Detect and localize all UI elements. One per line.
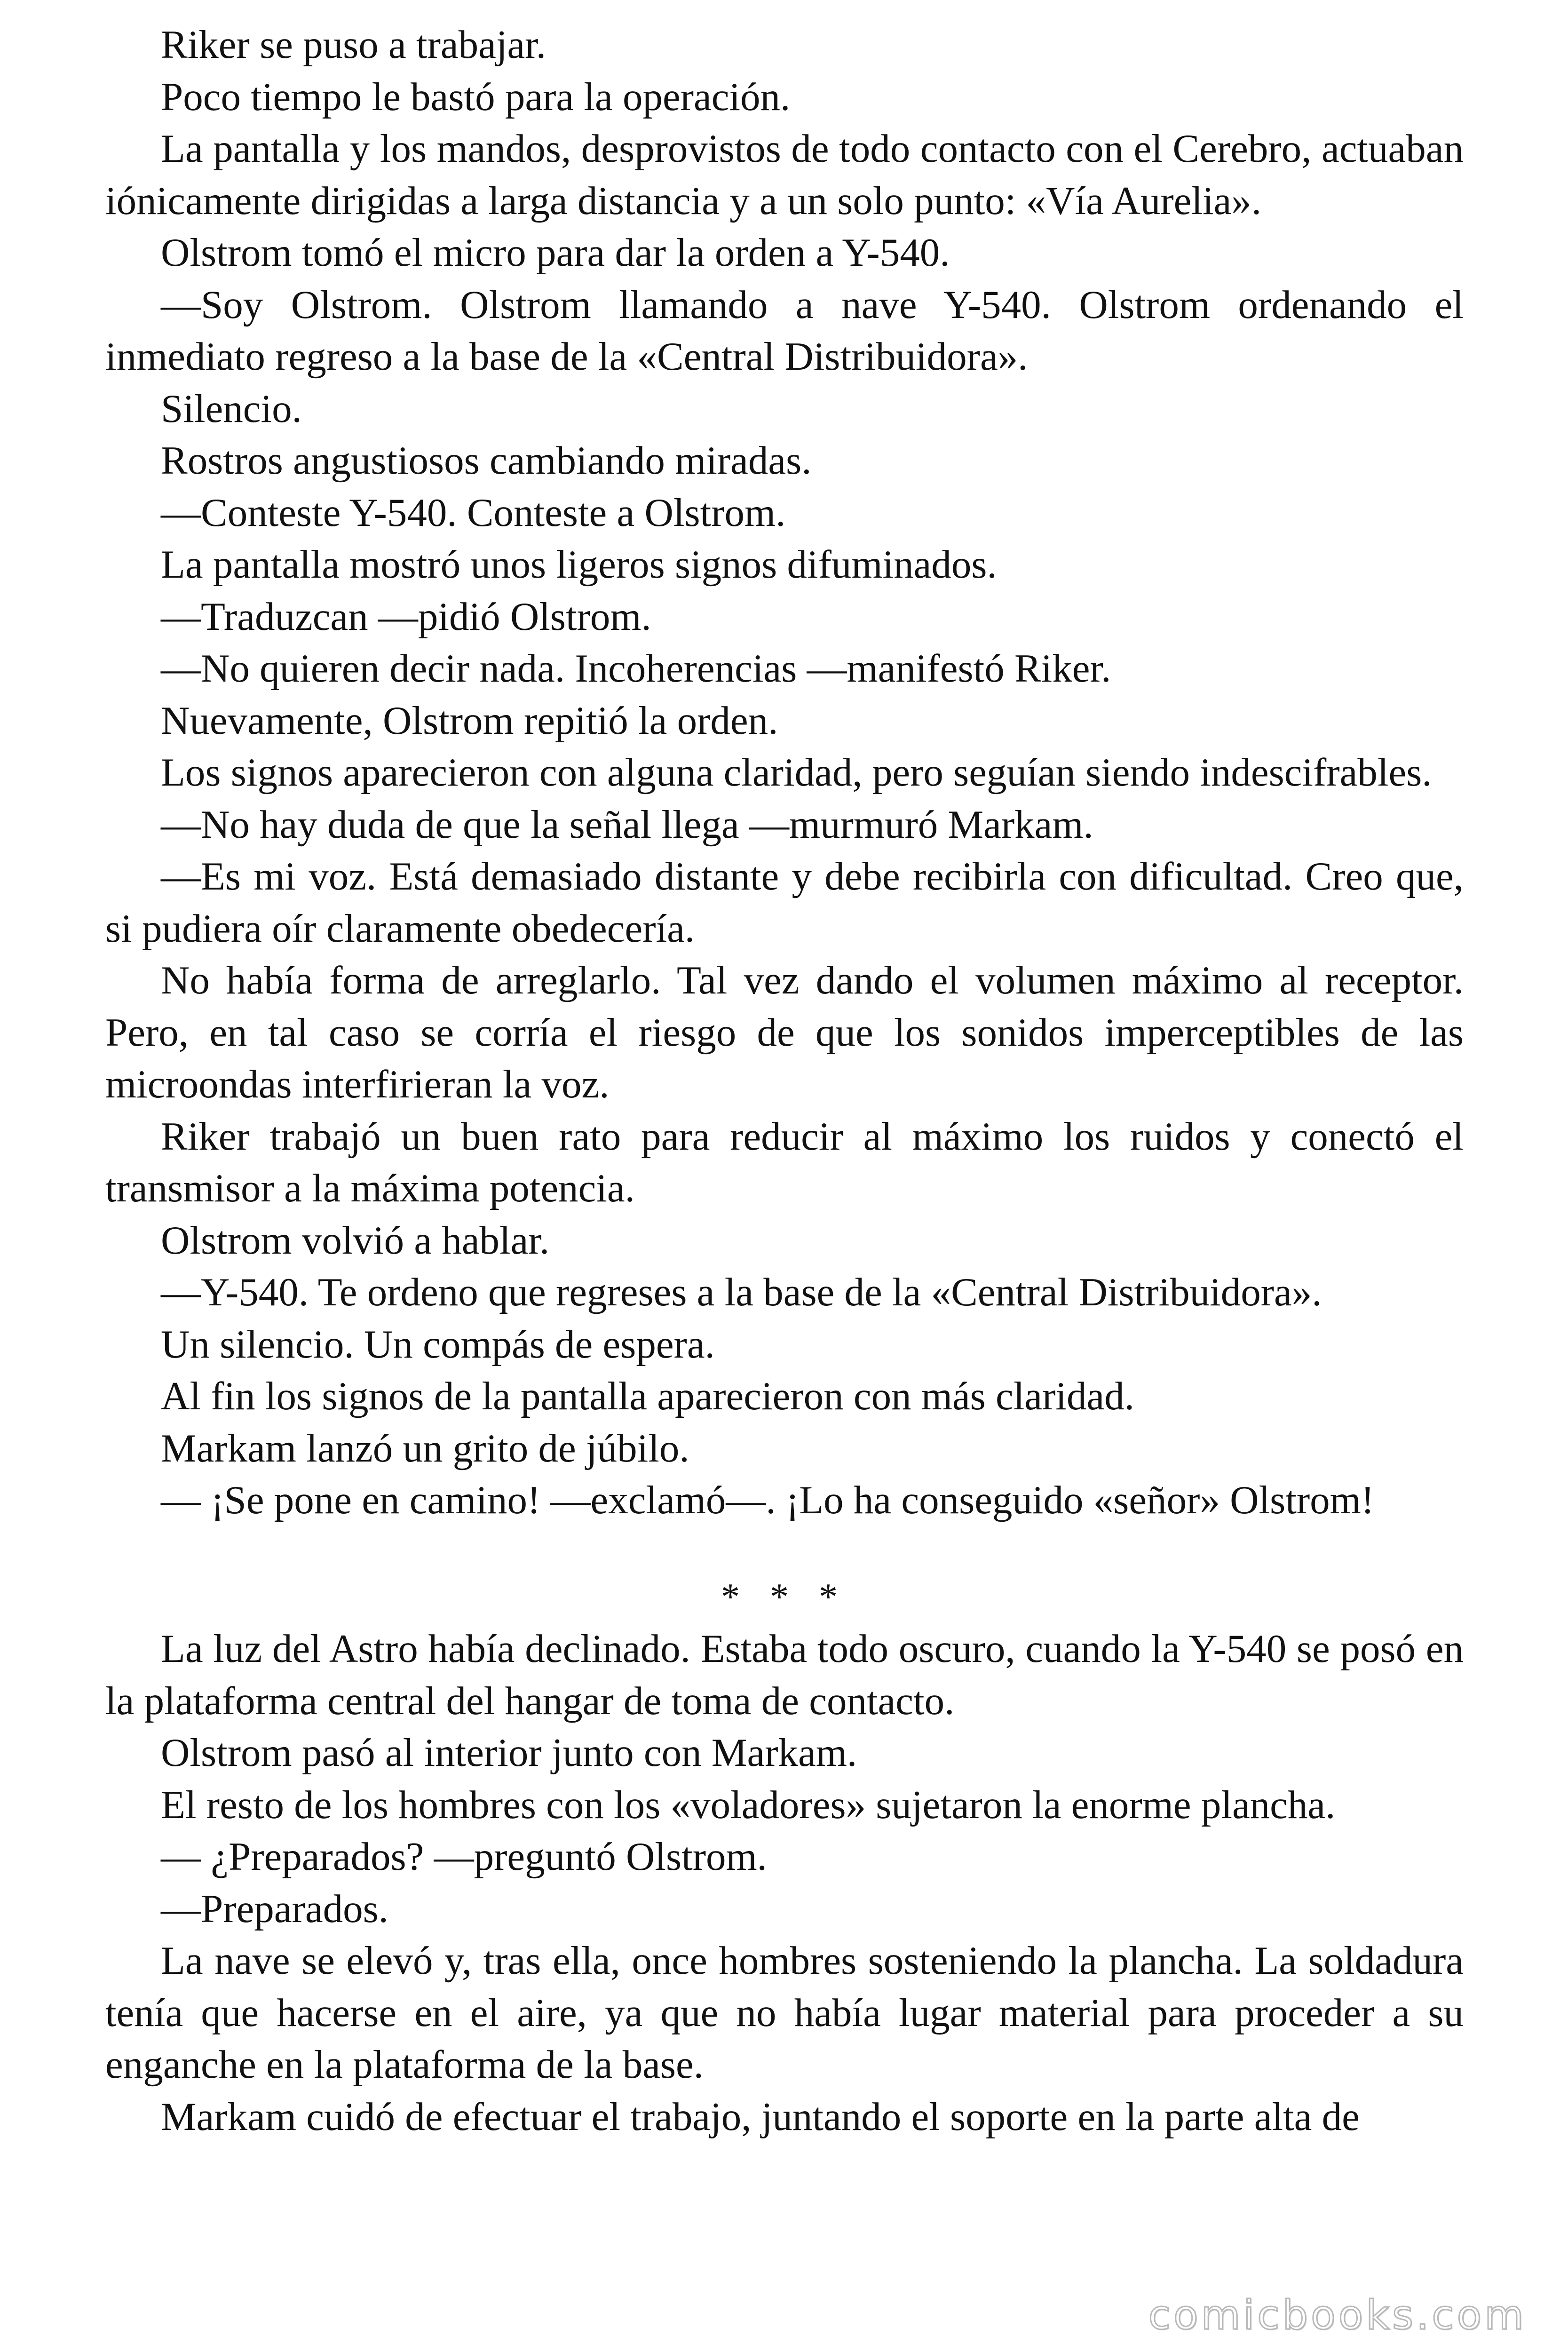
paragraph: —Y-540. Te ordeno que regreses a la base de la «Central Distribuidora». xyxy=(161,1270,1322,1314)
paragraph: Silencio. xyxy=(161,386,302,431)
paragraph: Poco tiempo le bastó para la operación. xyxy=(161,74,791,119)
paragraph: Markam lanzó un grito de júbilo. xyxy=(161,1426,689,1470)
paragraph: Olstrom tomó el micro para dar la orden a Y-540. xyxy=(161,230,950,275)
paragraph: Olstrom volvió a hablar. xyxy=(161,1218,550,1263)
paragraph: Rostros angustiosos cambiando miradas. xyxy=(161,438,812,483)
paragraph: La nave se elevó y, tras ella, once hombres sosteniendo la plancha. La soldadura tenía que hacerse en el aire, ya que no había lugar material para proceder a su enganche en la plataforma de la base. xyxy=(105,1939,1464,2087)
paragraph: —Es mi voz. Está demasiado distante y debe recibirla con dificultad. Creo que, si pudiera oír claramente obedecería. xyxy=(105,854,1464,951)
paragraph: Markam cuidó de efectuar el trabajo, juntando el soporte en la parte alta de xyxy=(161,2094,1360,2139)
paragraph: —No quieren decir nada. Incoherencias —manifestó Riker. xyxy=(161,646,1111,691)
paragraph: No había forma de arreglarlo. Tal vez dando el volumen máximo al receptor. Pero, en tal caso se corría el riesgo de que los sonidos imperceptibles de las microondas interfirieran la voz. xyxy=(105,958,1464,1106)
paragraph: Riker trabajó un buen rato para reducir al máximo los ruidos y conectó el transmisor a la máxima potencia. xyxy=(105,1114,1464,1210)
paragraph: —Conteste Y-540. Conteste a Olstrom. xyxy=(161,490,786,535)
paragraph: —Traduzcan —pidió Olstrom. xyxy=(161,594,651,639)
paragraph: La luz del Astro había declinado. Estaba todo oscuro, cuando la Y-540 se posó en la plataforma central del hangar de toma de contacto. xyxy=(105,1627,1464,1723)
paragraph: Los signos aparecieron con alguna claridad, pero seguían siendo indescifrables. xyxy=(161,750,1432,795)
paragraph: La pantalla y los mandos, desprovistos de todo contacto con el Cerebro, actuaban iónicamente dirigidas a larga distancia y a un solo punto: «Vía Aurelia». xyxy=(105,127,1464,223)
paragraph: Al fin los signos de la pantalla aparecieron con más claridad. xyxy=(161,1374,1134,1418)
paragraph: Nuevamente, Olstrom repitió la orden. xyxy=(161,698,778,743)
paragraph: — ¡Se pone en camino! —exclamó—. ¡Lo ha conseguido «señor» Olstrom! xyxy=(161,1478,1375,1522)
paragraph: Riker se puso a trabajar. xyxy=(161,23,546,67)
paragraph: Un silencio. Un compás de espera. xyxy=(161,1322,715,1367)
paragraph: — ¿Preparados? —preguntó Olstrom. xyxy=(161,1835,767,1879)
scene-separator: * * * xyxy=(721,1576,848,1618)
site-watermark: comicbooks.com xyxy=(1148,2292,1527,2339)
paragraph: —Soy Olstrom. Olstrom llamando a nave Y-540. Olstrom ordenando el inmediato regreso a la base de la «Central Distribuidora». xyxy=(105,282,1464,379)
paragraph: La pantalla mostró unos ligeros signos difuminados. xyxy=(161,542,997,587)
paragraph: —No hay duda de que la señal llega —murmuró Markam. xyxy=(161,802,1093,847)
paragraph: El resto de los hombres con los «voladores» sujetaron la enorme plancha. xyxy=(161,1782,1336,1827)
paragraph: —Preparados. xyxy=(161,1886,388,1931)
paragraph: Olstrom pasó al interior junto con Markam. xyxy=(161,1731,857,1775)
book-page xyxy=(105,19,1464,2324)
